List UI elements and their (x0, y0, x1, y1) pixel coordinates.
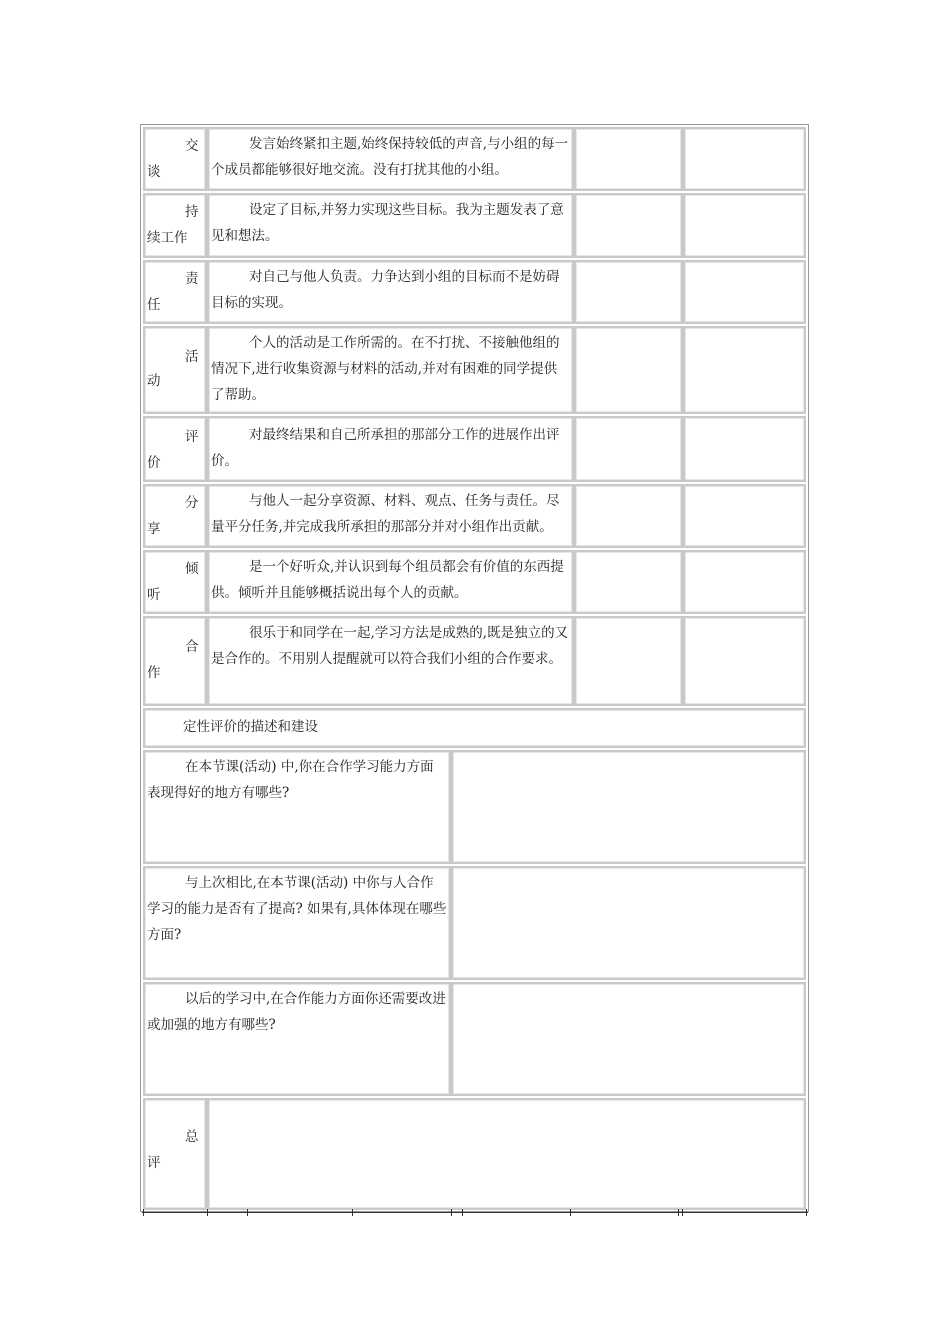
criterion-description: 是一个好听众,并认识到每个组员都会有价值的东西提供。倾听并且能够概括说出每个人的贡献。 (211, 559, 564, 601)
question-cell (143, 982, 451, 1096)
self-score-cell[interactable] (574, 260, 683, 324)
bottom-tick (806, 1209, 807, 1216)
self-score-cell[interactable] (574, 326, 683, 414)
criterion-description-cell (207, 326, 574, 414)
criterion-description-cell (207, 260, 574, 324)
summary-label-top: 总 (185, 1129, 199, 1145)
criterion-label-bottom: 任 (147, 297, 161, 313)
answer-cell[interactable] (451, 866, 806, 980)
self-score-cell[interactable] (574, 193, 683, 258)
peer-score-cell[interactable] (683, 416, 806, 482)
self-score-cell[interactable] (574, 550, 683, 614)
criterion-label-cell (143, 616, 207, 706)
criterion-description: 对最终结果和自己所承担的那部分工作的进展作出评价。 (211, 427, 560, 469)
criterion-label-cell (143, 260, 207, 324)
peer-score-cell[interactable] (683, 260, 806, 324)
criterion-label-top: 活 (185, 349, 199, 365)
criterion-label-cell (143, 127, 207, 191)
bottom-tick (678, 1209, 679, 1216)
answer-cell[interactable] (451, 982, 806, 1096)
criterion-label-top: 合 (185, 639, 199, 655)
peer-score-cell[interactable] (683, 616, 806, 706)
criterion-label-bottom: 作 (147, 665, 161, 681)
qualitative-title: 定性评价的描述和建设 (183, 719, 318, 735)
bottom-tick (143, 1209, 144, 1216)
criterion-label-bottom: 续工作 (147, 230, 188, 246)
criterion-description-cell (207, 616, 574, 706)
question-text: 以后的学习中,在合作能力方面你还需要改进或加强的地方有哪些? (147, 991, 446, 1033)
criterion-label-cell (143, 193, 207, 258)
criterion-label-cell (143, 416, 207, 482)
question-cell (143, 750, 451, 864)
criterion-description-cell (207, 484, 574, 548)
peer-score-cell[interactable] (683, 326, 806, 414)
criterion-label-top: 持 (185, 204, 199, 220)
criterion-description: 发言始终紧扣主题,始终保持较低的声音,与小组的每一个成员都能够很好地交流。没有打扰其他的小组。 (211, 136, 569, 178)
criterion-description: 与他人一起分享资源、材料、观点、任务与责任。尽量平分任务,并完成我所承担的那部分并对小组作出贡献。 (211, 493, 560, 535)
criterion-label-cell (143, 326, 207, 414)
qualitative-title-cell (143, 708, 806, 748)
criterion-label-top: 倾 (185, 561, 199, 577)
peer-score-cell[interactable] (683, 127, 806, 191)
criterion-label-top: 评 (185, 429, 199, 445)
criterion-label-bottom: 听 (147, 587, 161, 603)
summary-label-cell (143, 1098, 207, 1210)
bottom-rule (142, 1212, 808, 1213)
criterion-label-bottom: 享 (147, 521, 161, 537)
criterion-label-top: 分 (185, 495, 199, 511)
criterion-label-cell (143, 550, 207, 614)
bottom-tick (451, 1209, 452, 1216)
bottom-tick (570, 1209, 571, 1216)
criterion-label-bottom: 谈 (147, 164, 161, 180)
summary-label-bottom: 评 (147, 1155, 161, 1171)
bottom-tick (682, 1209, 683, 1216)
criterion-description: 很乐于和同学在一起,学习方法是成熟的,既是独立的又是合作的。不用别人提醒就可以符合我们小组的合作要求。 (211, 625, 569, 667)
criterion-label-top: 交 (185, 138, 199, 154)
criterion-description-cell (207, 193, 574, 258)
question-text: 与上次相比,在本节课(活动) 中你与人合作学习的能力是否有了提高? 如果有,具体体现在哪些方面? (147, 875, 447, 943)
self-score-cell[interactable] (574, 127, 683, 191)
bottom-tick (352, 1209, 353, 1216)
criterion-label-top: 责 (185, 271, 199, 287)
peer-score-cell[interactable] (683, 193, 806, 258)
bottom-tick (462, 1209, 463, 1216)
bottom-tick (247, 1209, 248, 1216)
criterion-description: 对自己与他人负责。力争达到小组的目标而不是妨碍目标的实现。 (211, 269, 560, 311)
bottom-tick (207, 1209, 208, 1216)
question-text: 在本节课(活动) 中,你在合作学习能力方面表现得好的地方有哪些? (147, 759, 434, 801)
criterion-description-cell (207, 127, 574, 191)
criterion-description-cell (207, 416, 574, 482)
peer-score-cell[interactable] (683, 484, 806, 548)
summary-content-cell[interactable] (207, 1098, 806, 1210)
criterion-description-cell (207, 550, 574, 614)
criterion-label-bottom: 价 (147, 455, 161, 471)
peer-score-cell[interactable] (683, 550, 806, 614)
self-score-cell[interactable] (574, 484, 683, 548)
criterion-label-bottom: 动 (147, 373, 161, 389)
criterion-label-cell (143, 484, 207, 548)
criterion-description: 个人的活动是工作所需的。在不打扰、不接触他组的情况下,进行收集资源与材料的活动,并对有困难的同学提供了帮助。 (211, 335, 560, 403)
criterion-description: 设定了目标,并努力实现这些目标。我为主题发表了意见和想法。 (211, 202, 564, 244)
self-score-cell[interactable] (574, 616, 683, 706)
question-cell (143, 866, 451, 980)
self-score-cell[interactable] (574, 416, 683, 482)
answer-cell[interactable] (451, 750, 806, 864)
